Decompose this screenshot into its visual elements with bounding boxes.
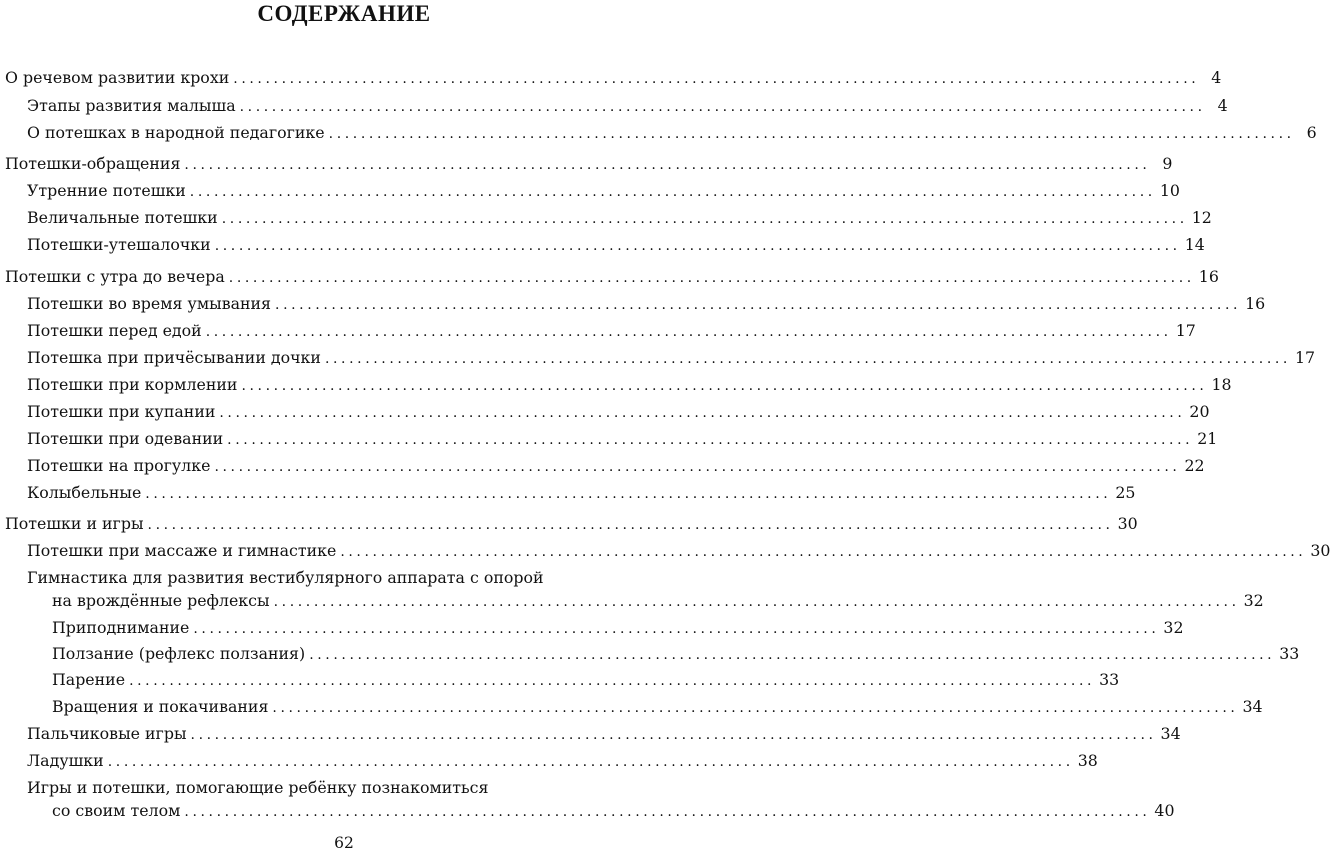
toc-entry-title: Потешки-обращения [5, 154, 181, 173]
leader-dots: ........................................................................................................................ [328, 126, 1295, 142]
toc-entry-title: со своим телом [52, 801, 181, 820]
leader-dots: ........................................................................................................................ [227, 432, 1194, 448]
toc-entry-title: Потешки-утешалочки [27, 235, 211, 254]
leader-dots: ........................................................................................................................ [241, 378, 1208, 394]
toc-entry-page: 17 [1294, 348, 1316, 367]
toc-entry [0, 617, 1184, 639]
toc-entry [0, 266, 1219, 288]
toc-entry [0, 67, 1222, 89]
leader-dots: ........................................................................................................................ [340, 544, 1307, 560]
toc-entry-page: 12 [1191, 208, 1212, 227]
toc-entry [0, 750, 1098, 772]
leader-dots: ........................................................................................................................ [107, 754, 1074, 770]
leader-dots: ........................................................................................................................ [190, 727, 1157, 743]
leader-dots: ........................................................................................................................ [129, 673, 1096, 689]
toc-entry [0, 374, 1232, 396]
toc-entry-page: 33 [1279, 644, 1300, 663]
toc-entry-page: 38 [1077, 751, 1098, 770]
toc-entry-title: Потешки во время умывания [27, 294, 272, 313]
toc-entry-title: Ладушки [27, 751, 104, 770]
toc-entry [0, 455, 1205, 477]
toc-entry-title: на врождённые рефлексы [52, 591, 270, 610]
leader-dots: ........................................................................................................................ [214, 459, 1181, 475]
toc-entry-title: Ползание (рефлекс ползания) [52, 644, 306, 663]
leader-dots: ........................................................................................................................ [184, 157, 1151, 173]
toc-entry [0, 207, 1212, 229]
leader-dots: ........................................................................................................................ [189, 184, 1156, 200]
toc-entry-title: Гимнастика для развития вестибулярного аппарата с опорой [27, 568, 544, 587]
toc-entry-title: Этапы развития малыша [27, 96, 236, 115]
toc-entry [0, 590, 1264, 612]
toc-entry-heading [0, 777, 688, 799]
toc-entry-title: Парение [52, 670, 126, 689]
toc-entry [0, 153, 1173, 175]
toc-entry [0, 643, 1300, 665]
toc-entry-page: 40 [1154, 801, 1175, 820]
toc-entry [0, 669, 1120, 691]
toc-entry-title: Пальчиковые игры [27, 724, 187, 743]
leader-dots: ........................................................................................................................ [221, 211, 1188, 227]
toc-entry-page: 30 [1117, 514, 1138, 533]
toc-entry-page: 21 [1197, 429, 1218, 448]
toc-entry [0, 347, 1316, 369]
toc-entry [0, 180, 1180, 202]
toc-entry [0, 513, 1138, 535]
toc-entry-page: 9 [1162, 154, 1173, 173]
leader-dots: ........................................................................................................................ [324, 351, 1291, 367]
toc-entry-title: О потешках в народной педагогике [27, 123, 325, 142]
toc-entry [0, 428, 1218, 450]
toc-entry-page: 34 [1242, 697, 1263, 716]
toc-entry [0, 482, 1136, 504]
toc-entry [0, 234, 1205, 256]
toc-entry [0, 95, 1228, 117]
toc-entry-page: 33 [1099, 670, 1120, 689]
leader-dots: ........................................................................................................................ [214, 238, 1181, 254]
toc-entry-title: Потешки при одевании [27, 429, 224, 448]
toc-entry-title: Игры и потешки, помогающие ребёнку познакомиться [27, 778, 489, 797]
toc-entry-title: Величальные потешки [27, 208, 218, 227]
leader-dots: ........................................................................................................................ [228, 270, 1195, 286]
toc-entry-page: 16 [1245, 294, 1266, 313]
toc-entry-title: Потешки с утра до вечера [5, 267, 225, 286]
leader-dots: ........................................................................................................................ [239, 99, 1206, 115]
toc-entry [0, 401, 1210, 423]
toc-entry-page: 30 [1310, 541, 1330, 560]
toc-entry [0, 320, 1196, 342]
toc-entry-page: 25 [1115, 483, 1136, 502]
toc-entry-page: 14 [1184, 235, 1205, 254]
toc-entry [0, 696, 1263, 718]
toc-entry-title: Утренние потешки [27, 181, 186, 200]
leader-dots: ........................................................................................................................ [233, 71, 1200, 87]
toc-entry [0, 800, 1175, 822]
toc-entry-page: 32 [1243, 591, 1264, 610]
toc-entry-page: 34 [1160, 724, 1181, 743]
toc-entry-title: Потешки при кормлении [27, 375, 238, 394]
toc-entry-page: 32 [1163, 618, 1184, 637]
toc-entry-page: 10 [1159, 181, 1180, 200]
page-title: СОДЕРЖАНИЕ [257, 1, 431, 26]
toc-entry-page: 20 [1189, 402, 1210, 421]
leader-dots: ........................................................................................................................ [205, 324, 1172, 340]
toc-entry-page: 4 [1217, 96, 1228, 115]
toc-entry-title: Потешки и игры [5, 514, 144, 533]
toc-entry [0, 540, 1330, 562]
toc-entry-title: Потешки на прогулке [27, 456, 211, 475]
leader-dots: ........................................................................................................................ [184, 804, 1151, 820]
toc-entry-title: Потешки при купании [27, 402, 216, 421]
toc-entry [0, 122, 1317, 144]
toc-entry-title: Приподнимание [52, 618, 190, 637]
leader-dots: ........................................................................................................................ [147, 517, 1114, 533]
toc-entry [0, 723, 1181, 745]
page-number: 62 [334, 834, 354, 852]
leader-dots: ........................................................................................................................ [145, 486, 1112, 502]
leader-dots: ........................................................................................................................ [273, 594, 1240, 610]
leader-dots: ........................................................................................................................ [275, 297, 1242, 313]
toc-entry-title: О речевом развитии крохи [5, 68, 230, 87]
leader-dots: ........................................................................................................................ [193, 621, 1160, 637]
toc-entry [0, 293, 1266, 315]
toc-entry-heading [0, 567, 688, 589]
toc-entry-title: Вращения и покачивания [52, 697, 269, 716]
toc-entry-title: Потешки перед едой [27, 321, 202, 340]
leader-dots: ........................................................................................................................ [272, 700, 1239, 716]
toc-entry-title: Колыбельные [27, 483, 142, 502]
toc-entry-page: 18 [1211, 375, 1232, 394]
toc-entry-page: 16 [1198, 267, 1219, 286]
leader-dots: ........................................................................................................................ [309, 647, 1276, 663]
toc-entry-page: 6 [1306, 123, 1317, 142]
toc-entry-title: Потешки при массаже и гимнастике [27, 541, 337, 560]
toc-entry-page: 17 [1175, 321, 1196, 340]
toc-entry-page: 22 [1184, 456, 1205, 475]
toc-entry-title: Потешка при причёсывании дочки [27, 348, 321, 367]
toc-entry-page: 4 [1211, 68, 1222, 87]
leader-dots: ........................................................................................................................ [219, 405, 1186, 421]
